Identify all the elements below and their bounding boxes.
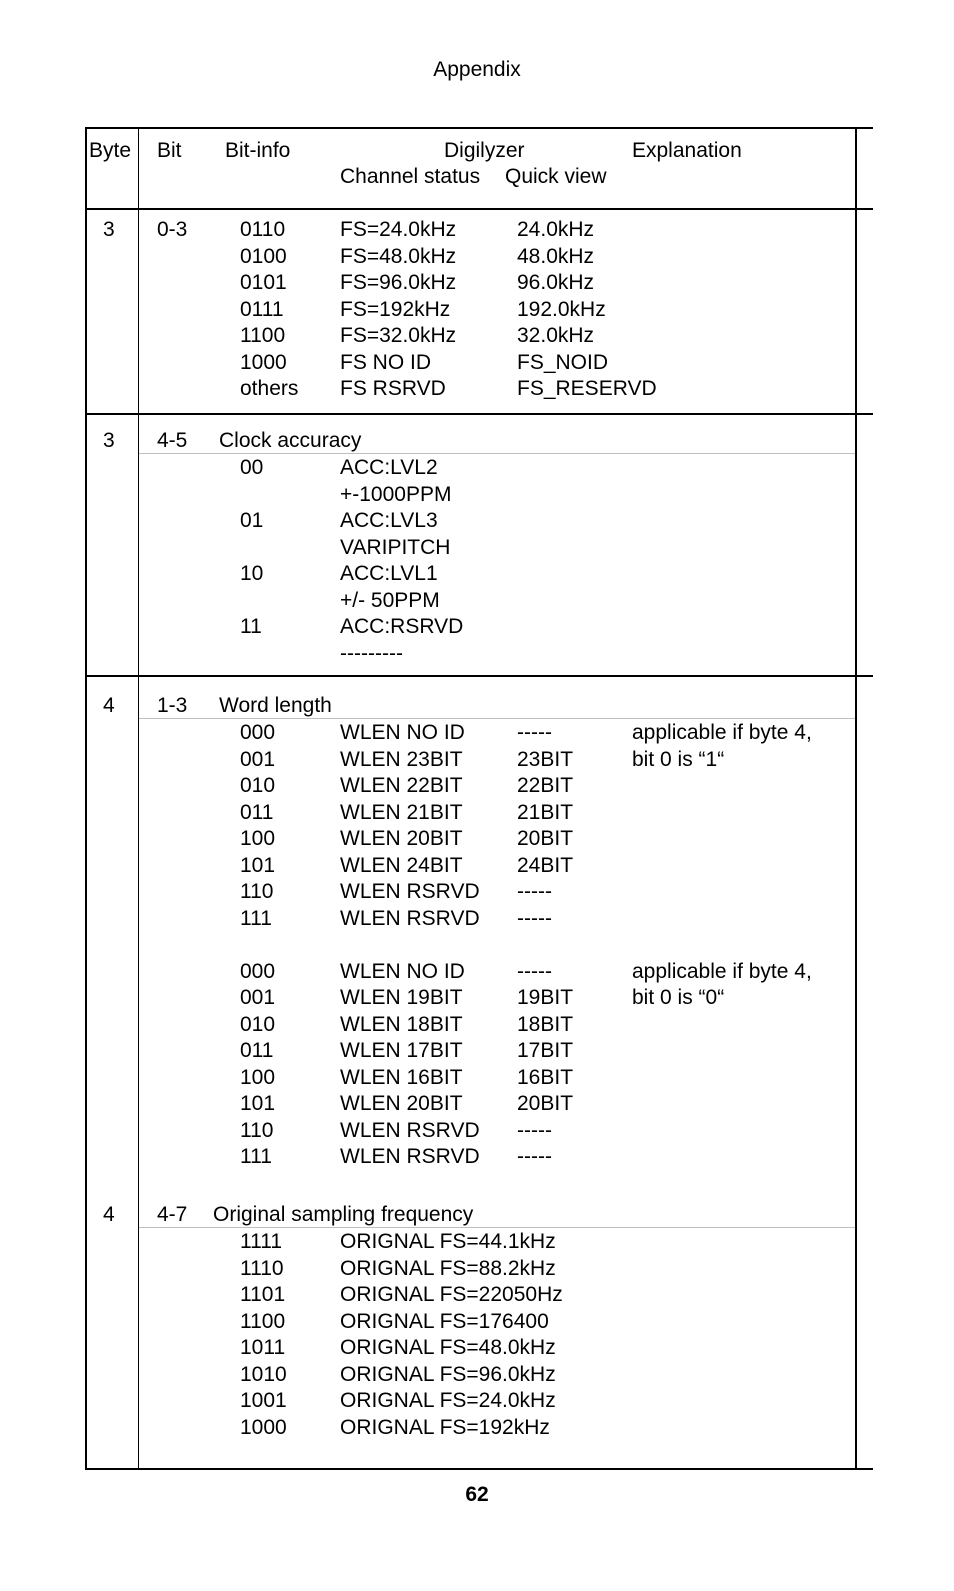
channel-status: WLEN 24BIT: [340, 853, 463, 877]
quick-view: 16BIT: [517, 1065, 574, 1089]
bit-code: 1011: [240, 1336, 286, 1359]
table-right-border: [855, 127, 857, 1470]
channel-status: FS=96.0kHz: [340, 271, 457, 294]
quick-view: FS_NOID: [517, 350, 609, 374]
bit-code: 111: [240, 906, 272, 930]
section-bit: 4-7: [157, 1203, 188, 1226]
section-bit: 4-5: [157, 429, 188, 452]
bit-code: 001: [240, 747, 276, 771]
header-divider: [85, 208, 873, 210]
bit-code: 100: [240, 1065, 276, 1089]
channel-status: +-1000PPM: [340, 482, 452, 506]
bit-code: others: [240, 377, 299, 400]
channel-status: WLEN 16BIT: [340, 1065, 463, 1089]
bit-code: 1100: [240, 324, 286, 347]
channel-status: WLEN 22BIT: [340, 774, 463, 797]
channel-status: ORIGNAL FS=192kHz: [340, 1415, 550, 1439]
channel-status: FS RSRVD: [340, 377, 446, 400]
quick-view: -----: [517, 721, 552, 744]
header-explanation: Explanation: [632, 139, 742, 162]
explanation: applicable if byte 4,: [632, 721, 812, 744]
bit-code: 01: [240, 509, 264, 532]
bit-code: 010: [240, 1012, 276, 1036]
quick-view: 23BIT: [517, 747, 574, 771]
bit-code: 111: [240, 1145, 272, 1168]
quick-view: 192.0kHz: [517, 297, 606, 321]
section-byte: 3: [103, 429, 115, 452]
section-divider: [85, 413, 873, 415]
page-header: Appendix: [433, 58, 521, 81]
bit-code: 00: [240, 456, 264, 479]
channel-status: WLEN 20BIT: [340, 1092, 463, 1115]
channel-status: WLEN 20BIT: [340, 827, 463, 850]
channel-status: FS=32.0kHz: [340, 324, 457, 347]
channel-status: FS NO ID: [340, 350, 432, 374]
quick-view: 20BIT: [517, 827, 574, 850]
section-byte: 4: [103, 694, 115, 717]
channel-status: WLEN NO ID: [340, 721, 465, 744]
section-title: Word length: [219, 694, 332, 717]
quick-view: 21BIT: [517, 800, 574, 824]
channel-status: ACC:LVL1: [340, 562, 438, 585]
section-title: Original sampling frequency: [213, 1203, 474, 1226]
header-bit: Bit: [157, 139, 182, 162]
header-quick-view: Quick view: [505, 165, 607, 188]
section-title: Clock accuracy: [219, 429, 362, 452]
quick-view: 22BIT: [517, 774, 574, 797]
register-table: [85, 127, 873, 1470]
section-divider: [85, 675, 873, 677]
quick-view: 32.0kHz: [517, 324, 595, 347]
channel-status: WLEN 23BIT: [340, 747, 463, 771]
bit-code: 001: [240, 986, 276, 1009]
bit-code: 1111: [240, 1230, 283, 1253]
bit-code: 110: [240, 880, 274, 903]
quick-view: -----: [517, 1145, 552, 1168]
section-byte: 3: [103, 218, 115, 241]
table-left-border: [85, 127, 87, 1470]
bit-code: 1000: [240, 350, 287, 374]
channel-status: WLEN RSRVD: [340, 906, 480, 930]
bit-code: 011: [240, 800, 274, 824]
channel-status: WLEN 17BIT: [340, 1039, 463, 1062]
channel-status: ACC:LVL2: [340, 456, 438, 479]
channel-status: WLEN RSRVD: [340, 1118, 480, 1142]
header-byte: Byte: [89, 139, 132, 162]
channel-status: ---------: [340, 641, 403, 665]
quick-view: 48.0kHz: [517, 244, 595, 268]
quick-view: -----: [517, 959, 552, 983]
bit-code: 110: [240, 1118, 274, 1142]
bit-code: 100: [240, 827, 276, 850]
section-byte: 4: [103, 1203, 115, 1226]
quick-view: -----: [517, 1118, 552, 1142]
table-bottom-border: [85, 1468, 873, 1470]
bit-code: 10: [240, 562, 264, 585]
bit-code: 011: [240, 1039, 274, 1062]
channel-status: WLEN 18BIT: [340, 1012, 463, 1036]
quick-view: 17BIT: [517, 1039, 574, 1062]
channel-status: ACC:RSRVD: [340, 615, 464, 638]
channel-status: FS=48.0kHz: [340, 244, 457, 268]
explanation: bit 0 is “0“: [632, 986, 725, 1009]
bit-code: 010: [240, 774, 276, 797]
bit-code: 0100: [240, 244, 287, 268]
quick-view: 24.0kHz: [517, 218, 595, 241]
channel-status: FS=192kHz: [340, 297, 451, 321]
bit-code: 0111: [240, 297, 284, 321]
explanation: applicable if byte 4,: [632, 959, 812, 983]
bit-code: 1000: [240, 1415, 287, 1439]
channel-status: WLEN RSRVD: [340, 880, 480, 903]
section-bit: 0-3: [157, 218, 188, 241]
channel-status: ORIGNAL FS=88.2kHz: [340, 1256, 556, 1280]
channel-status: ORIGNAL FS=22050Hz: [340, 1283, 563, 1306]
bit-code: 101: [240, 1092, 276, 1115]
channel-status: VARIPITCH: [340, 535, 451, 559]
quick-view: 24BIT: [517, 853, 574, 877]
bit-code: 101: [240, 853, 276, 877]
bit-code: 1110: [240, 1256, 284, 1280]
bit-code: 000: [240, 959, 276, 983]
channel-status: ORIGNAL FS=24.0kHz: [340, 1389, 556, 1412]
channel-status: +/- 50PPM: [340, 588, 440, 612]
quick-view: -----: [517, 906, 552, 930]
bit-code: 1010: [240, 1362, 287, 1386]
quick-view: FS_RESERVD: [517, 377, 657, 400]
channel-status: ORIGNAL FS=48.0kHz: [340, 1336, 556, 1359]
channel-status: WLEN 21BIT: [340, 800, 463, 824]
bit-code: 000: [240, 721, 276, 744]
bit-code: 1100: [240, 1309, 286, 1333]
byte-column-divider: [138, 127, 139, 1470]
bit-code: 0101: [240, 271, 287, 294]
bit-code: 11: [240, 615, 262, 638]
channel-status: WLEN NO ID: [340, 959, 465, 983]
section-bit: 1-3: [157, 694, 188, 717]
quick-view: 19BIT: [517, 986, 574, 1009]
quick-view: -----: [517, 880, 552, 903]
header-digilyzer: Digilyzer: [444, 139, 525, 162]
bit-code: 0110: [240, 218, 286, 241]
quick-view: 20BIT: [517, 1092, 574, 1115]
quick-view: 96.0kHz: [517, 271, 595, 294]
channel-status: WLEN RSRVD: [340, 1145, 480, 1168]
bit-code: 1001: [240, 1389, 287, 1412]
page-number: 62: [465, 1483, 489, 1506]
explanation: bit 0 is “1“: [632, 747, 725, 771]
channel-status: WLEN 19BIT: [340, 986, 463, 1009]
table-top-border: [85, 127, 873, 129]
channel-status: FS=24.0kHz: [340, 218, 457, 241]
channel-status: ACC:LVL3: [340, 509, 438, 532]
channel-status: ORIGNAL FS=96.0kHz: [340, 1362, 556, 1386]
bit-code: 1101: [240, 1283, 286, 1306]
quick-view: 18BIT: [517, 1012, 574, 1036]
channel-status: ORIGNAL FS=44.1kHz: [340, 1230, 556, 1253]
header-bit-info: Bit-info: [225, 139, 291, 162]
channel-status: ORIGNAL FS=176400: [340, 1309, 549, 1333]
header-channel-status: Channel status: [340, 165, 481, 188]
